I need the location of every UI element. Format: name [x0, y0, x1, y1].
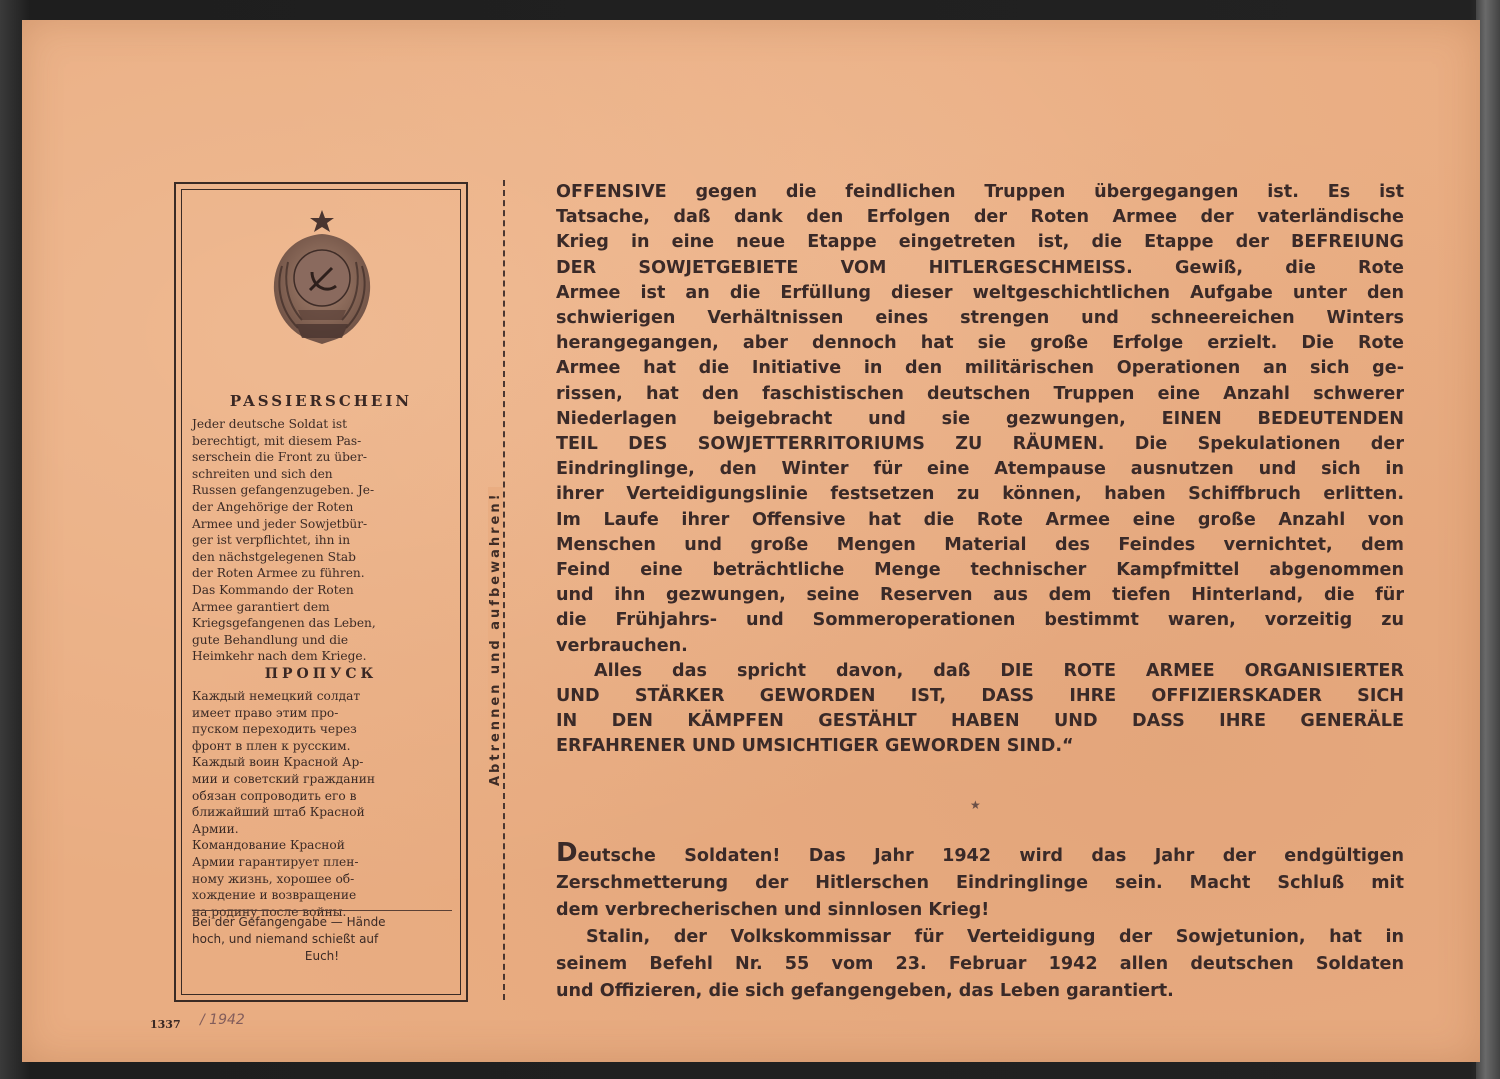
- pass-text-line: Командование Красной: [192, 838, 345, 853]
- pass-text-line: Армии гарантирует плен-: [192, 854, 359, 869]
- article-line: Menschen und große Mengen Material des Feindes vernichtet, dem: [556, 534, 1404, 555]
- article-line: Eindringlinge, den Winter für eine Atempause ausnutzen und sich in: [556, 459, 1404, 480]
- pass-text-line: Armee garantiert dem: [192, 599, 330, 614]
- article-line: Armee hat die Initiative in den militärischen Operationen an sich ge-: [556, 358, 1404, 379]
- pass-divider: [192, 910, 452, 911]
- article-line: Krieg in eine neue Etappe eingetreten ist, die Etappe der BEFREIUNG: [556, 232, 1404, 253]
- pass-text-line: den nächstgelegenen Stab: [192, 549, 356, 564]
- appeal-line-text: eutsche Soldaten! Das Jahr 1942 wird das Jahr der endgültigen: [577, 846, 1404, 866]
- appeal-line: dem verbrecherischen und sinnlosen Krieg!: [556, 900, 990, 920]
- pass-text-line: обязан сопроводить его в: [192, 788, 357, 803]
- leaflet-page: [22, 20, 1480, 1062]
- appeal-text: [556, 840, 1404, 1005]
- pass-text-line: ближайший штаб Красной: [192, 805, 365, 820]
- article-line: OFFENSIVE gegen die feindlichen Truppen übergegangen ist. Es ist: [556, 182, 1404, 202]
- pass-text-line: serschein die Front zu über-: [192, 450, 368, 465]
- pass-text-line: gute Behandlung und die: [192, 632, 349, 647]
- pass-text-line: Russen gefangenzugeben. Je-: [192, 483, 375, 498]
- pass-text-line: schreiten und sich den: [192, 466, 333, 481]
- appeal-line: Stalin, der Volkskommissar für Verteidigung der Sowjetunion, hat in: [586, 927, 1404, 947]
- main-article-text: [556, 180, 1404, 760]
- article-line: Alles das spricht davon, daß DIE ROTE ARMEE ORGANISIERTER: [594, 660, 1404, 681]
- pass-text-line: пуском переходить через: [192, 722, 357, 737]
- article-line: herangegangen, aber dennoch hat sie große Erfolge erzielt. Die Rote: [556, 333, 1404, 354]
- article-line: rissen, hat den faschistischen deutschen Truppen eine Anzahl schwerer: [556, 383, 1404, 404]
- article-line: Feind eine beträchtliche Menge technischer Kampfmittel abgenommen: [556, 560, 1404, 581]
- pass-text-line: Kriegsgefangenen das Leben,: [192, 616, 376, 631]
- pass-text-line: фронт в плен к русским.: [192, 738, 351, 753]
- pass-text-line: der Roten Armee zu führen.: [192, 566, 365, 581]
- article-line: verbrauchen.: [556, 635, 688, 656]
- appeal-line: seinem Befehl Nr. 55 vom 23. Februar 1942 allen deutschen Soldaten: [556, 954, 1404, 974]
- pass-text-german: [192, 416, 452, 665]
- pass-text-line: мии и советский гражданин: [192, 771, 375, 786]
- article-line: DER SOWJETGEBIETE VOM HITLERGESCHMEISS. Gewiß, die Rote: [556, 257, 1404, 278]
- cut-line: [503, 180, 505, 1000]
- pass-footer: [192, 914, 452, 965]
- pass-text-line: Das Kommando der Roten: [192, 582, 354, 597]
- pass-text-line: хождение и возвращение: [192, 888, 357, 903]
- pass-text-russian: [192, 688, 452, 920]
- print-number: 1337: [150, 1018, 181, 1031]
- star-separator: ★: [970, 798, 981, 812]
- appeal-line: und Offizieren, die sich gefangengeben, das Leben garantiert.: [556, 981, 1174, 1001]
- pass-footer-line: Euch!: [304, 949, 340, 963]
- pass-footer-line: Bei der Gefangengabe — Hände: [192, 915, 386, 929]
- pass-coupon: [174, 182, 468, 1002]
- pass-text-line: на родину после войны.: [192, 904, 347, 919]
- article-line: und ihn gezwungen, seine Reserven aus dem tiefen Hinterland, die für: [556, 585, 1404, 606]
- article-line: ihrer Verteidigungslinie festsetzen zu können, haben Schiffbruch erlitten.: [556, 484, 1404, 505]
- pass-text-line: Армии.: [192, 821, 239, 836]
- pass-title-german: PASSIERSCHEIN: [229, 392, 413, 410]
- article-line: UND STÄRKER GEWORDEN IST, DASS IHRE OFFIZIERSKADER SICH: [556, 686, 1404, 707]
- appeal-line: [556, 840, 1404, 870]
- handwritten-note: / 1942: [200, 1012, 245, 1028]
- pass-footer-line: hoch, und niemand schießt auf: [192, 932, 379, 946]
- cut-instruction: Abtrennen und aufbewahren!: [488, 487, 503, 790]
- appeal-line: Zerschmetterung der Hitlerschen Eindringlinge sein. Macht Schluß mit: [556, 873, 1404, 893]
- article-line: IN DEN KÄMPFEN GESTÄHLT HABEN UND DASS IHRE GENERÄLE: [556, 711, 1404, 732]
- pass-title-russian: ПРОПУСК: [264, 666, 378, 682]
- article-line: Im Laufe ihrer Offensive hat die Rote Armee eine große Anzahl von: [556, 509, 1404, 530]
- pass-text-line: Каждый воин Красной Ар-: [192, 755, 364, 770]
- ussr-coat-of-arms-icon: [262, 206, 382, 354]
- article-line: TEIL DES SOWJETTERRITORIUMS ZU RÄUMEN. Die Spekulationen der: [556, 434, 1404, 455]
- pass-text-line: Armee und jeder Sowjetbür-: [192, 516, 368, 531]
- pass-text-line: Каждый немецкий солдат: [192, 689, 361, 703]
- pass-text-line: berechtigt, mit diesem Pas-: [192, 433, 362, 448]
- pass-text-line: der Angehörige der Roten: [192, 499, 354, 514]
- article-line: schwierigen Verhältnissen eines strengen und schneereichen Winters: [556, 308, 1404, 329]
- article-line: die Frühjahrs- und Sommeroperationen bestimmt waren, vorzeitig zu: [556, 610, 1404, 631]
- drop-cap: D: [556, 838, 578, 868]
- pass-text-line: ger ist verpflichtet, ihn in: [192, 533, 351, 548]
- article-line: Tatsache, daß dank den Erfolgen der Roten Armee der vaterländische: [556, 207, 1404, 228]
- article-line: ERFAHRENER UND UMSICHTIGER GEWORDEN SIND.“: [556, 736, 1074, 757]
- pass-text-line: Heimkehr nach dem Kriege.: [192, 649, 367, 664]
- article-line: Armee ist an die Erfüllung dieser weltgeschichtlichen Aufgabe unter den: [556, 282, 1404, 303]
- article-line: Niederlagen beigebracht und sie gezwungen, EINEN BEDEUTENDEN: [556, 408, 1404, 429]
- pass-text-line: Jeder deutsche Soldat ist: [192, 417, 348, 431]
- pass-text-line: имеет право этим про-: [192, 705, 339, 720]
- pass-text-line: ному жизнь, хорошее об-: [192, 871, 355, 886]
